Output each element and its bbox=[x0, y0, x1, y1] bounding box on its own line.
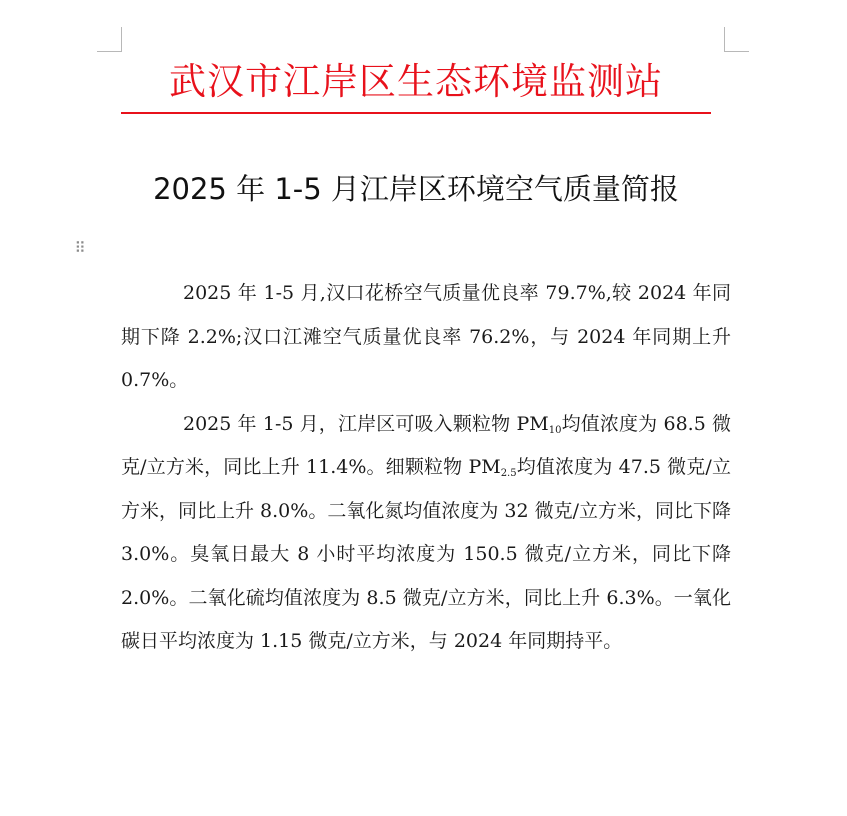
report-body bbox=[121, 272, 731, 664]
page-corner-mark-top-left bbox=[97, 27, 122, 52]
organization-header: 武汉市江岸区生态环境监测站 bbox=[169, 60, 663, 103]
page-corner-mark-top-right bbox=[724, 27, 749, 52]
paragraph-text: 均值浓度为 68.5 微克/立方米，同比上升 11.4%。细颗粒物 PM bbox=[121, 412, 731, 478]
paragraph-text: 均值浓度为 47.5 微克/立方米，同比上升 8.0%。二氧化氮均值浓度为 32 微克/立方米，同比下降 3.0%。臭氧日最大 8 小时平均浓度为 150.5 微克/立方米，同比下降 2.0%。二氧化硫均值浓度为 8.5 微克/立方米，同比上升 6.3%。一氧化碳日平均浓度为 1.15 微克/立方米，与 2024 年同期持平。 bbox=[121, 456, 731, 652]
report-title: 2025 年 1-5 月江岸区环境空气质量简报 bbox=[153, 172, 679, 206]
header-red-rule bbox=[121, 112, 711, 114]
paragraph-air-quality-rate: 2025 年 1-5 月,汉口花桥空气质量优良率 79.7%,较 2024 年同期下降 2.2%;汉口江滩空气质量优良率 76.2%，与 2024 年同期上升 0.7%。 bbox=[121, 282, 731, 391]
paragraph-text: 2025 年 1-5 月，江岸区可吸入颗粒物 PM bbox=[183, 412, 549, 435]
pm25-subscript: 2.5 bbox=[500, 468, 517, 479]
drag-handle-icon[interactable]: ⠿ bbox=[74, 239, 86, 257]
paragraph-pollutant-concentrations bbox=[121, 403, 731, 664]
pm10-subscript: 10 bbox=[548, 424, 562, 436]
